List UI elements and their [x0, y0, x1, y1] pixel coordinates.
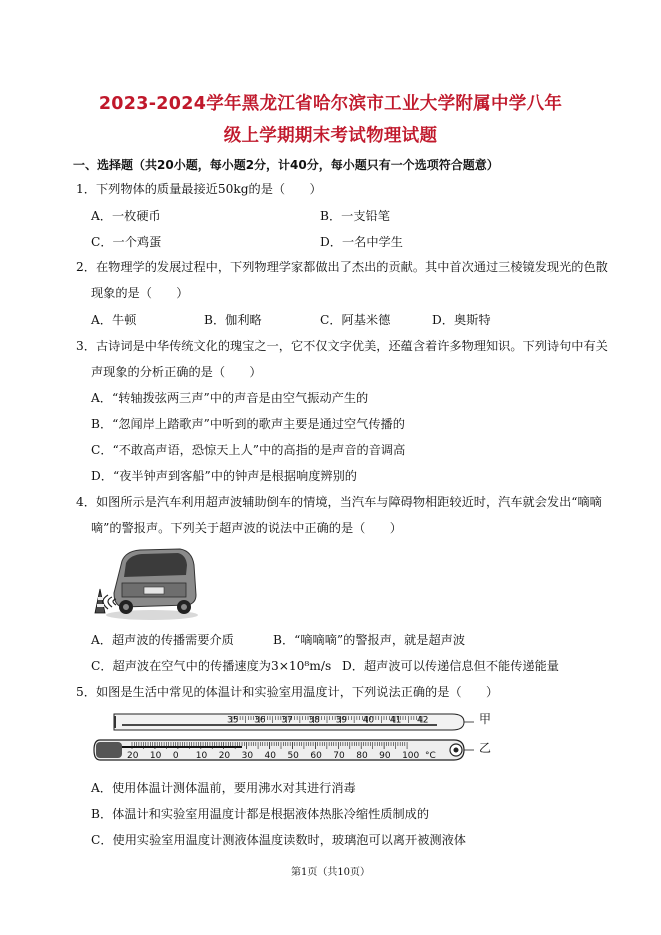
upper-scale-label: 37 [281, 715, 293, 726]
lower-scale-label: 100 [402, 751, 420, 761]
thermometers-figure [92, 706, 502, 768]
section-heading: 一、选择题（共20小题，每小题2分，计40分，每小题只有一个选项符合题意） [73, 158, 499, 172]
question-3-option-b: B．“忽闻岸上踏歌声”中听到的歌声主要是通过空气传播的 [91, 417, 405, 431]
question-1-option-c: C．一个鸡蛋 [91, 235, 162, 249]
question-4-stem-line1: 4．如图所示是汽车利用超声波辅助倒车的情境，当汽车与障碍物相距较近时，汽车就会发出“嘀嘀 [76, 495, 602, 509]
lower-scale-label: 0 [172, 751, 179, 761]
lower-scale-label: 20 [218, 751, 231, 761]
thermometer-jia-label: 甲 [479, 712, 492, 726]
question-4-option-d: D．超声波可以传递信息但不能传递能量 [342, 659, 559, 673]
upper-scale-label: 36 [254, 715, 266, 726]
question-2-option-c: C．阿基米德 [320, 313, 391, 327]
question-1-option-d: D．一名中学生 [320, 235, 403, 249]
lower-scale-label: °C [425, 751, 436, 761]
question-2-option-d: D．奥斯特 [432, 313, 491, 327]
question-4-option-b: B．“嘀嘀嘀”的警报声，就是超声波 [273, 633, 466, 647]
question-2-stem-line1: 2．在物理学的发展过程中，下列物理学家都做出了杰出的贡献。其中首次通过三棱镜发现光的色散 [76, 260, 608, 274]
question-4-option-a: A．超声波的传播需要介质 [91, 633, 234, 647]
lower-scale-label: 70 [333, 751, 345, 761]
question-3-option-c: C．“不敢高声语，恐惊天上人”中的高指的是声音的音调高 [91, 443, 406, 457]
question-3-option-a: A．“转轴拨弦两三声”中的声音是由空气振动产生的 [91, 391, 369, 405]
question-1-stem: 1．下列物体的质量最接近50kg的是（ ） [76, 182, 322, 196]
upper-scale-label: 35 [227, 715, 239, 726]
lower-scale-label: 40 [264, 751, 276, 761]
lower-scale-label: 90 [379, 751, 391, 761]
lower-scale-label: 10 [149, 751, 162, 761]
lower-scale-label: 60 [310, 751, 322, 761]
question-5-stem: 5．如图是生活中常见的体温计和实验室用温度计，下列说法正确的是（ ） [76, 685, 499, 699]
question-2-stem-line2: 现象的是（ ） [91, 286, 189, 300]
question-2-option-b: B．伽利略 [204, 313, 262, 327]
question-3-stem-line2: 声现象的分析正确的是（ ） [91, 365, 262, 379]
lower-scale-label: 30 [241, 751, 254, 761]
car-reversing-figure [92, 543, 200, 623]
upper-scale-label: 41 [389, 715, 402, 726]
lower-scale-label: 20 [127, 751, 139, 761]
thermometer-yi-label: 乙 [479, 741, 492, 755]
upper-scale-label: 39 [335, 715, 348, 726]
lower-scale-label: 50 [287, 751, 299, 761]
question-4-option-c: C．超声波在空气中的传播速度为3×10⁸m/s [91, 659, 332, 673]
lower-scale-label: 80 [356, 751, 368, 761]
question-5-option-a: A．使用体温计测体温前，要用沸水对其进行消毒 [91, 781, 356, 795]
question-3-stem-line1: 3．古诗词是中华传统文化的瑰宝之一，它不仅文字优美，还蕴含着许多物理知识。下列诗句中有关 [76, 339, 608, 353]
upper-scale-label: 38 [308, 715, 320, 726]
page-footer: 第1页（共10页） [290, 867, 371, 878]
upper-scale-label: 40 [362, 715, 375, 726]
question-4-stem-line2: 嘀”的警报声。下列关于超声波的说法中正确的是（ ） [91, 521, 402, 535]
page-title-line1: 2023-2024学年黑龙江省哈尔滨市工业大学附属中学八年 [98, 94, 563, 114]
question-3-option-d: D．“夜半钟声到客船”中的钟声是根据响度辨别的 [91, 469, 357, 483]
question-1-option-a: A．一枚硬币 [91, 209, 161, 223]
question-1-option-b: B．一支铅笔 [320, 209, 390, 223]
question-5-option-c: C．使用实验室用温度计测液体温度读数时，玻璃泡可以离开被测液体 [91, 833, 466, 847]
upper-scale-label: 42 [417, 715, 429, 726]
question-2-option-a: A．牛顿 [91, 313, 137, 327]
page-title-line2: 级上学期期末考试物理试题 [223, 126, 438, 146]
question-5-option-b: B．体温计和实验室用温度计都是根据液体热胀冷缩性质制成的 [91, 807, 430, 821]
lower-scale-label: 10 [195, 751, 208, 761]
